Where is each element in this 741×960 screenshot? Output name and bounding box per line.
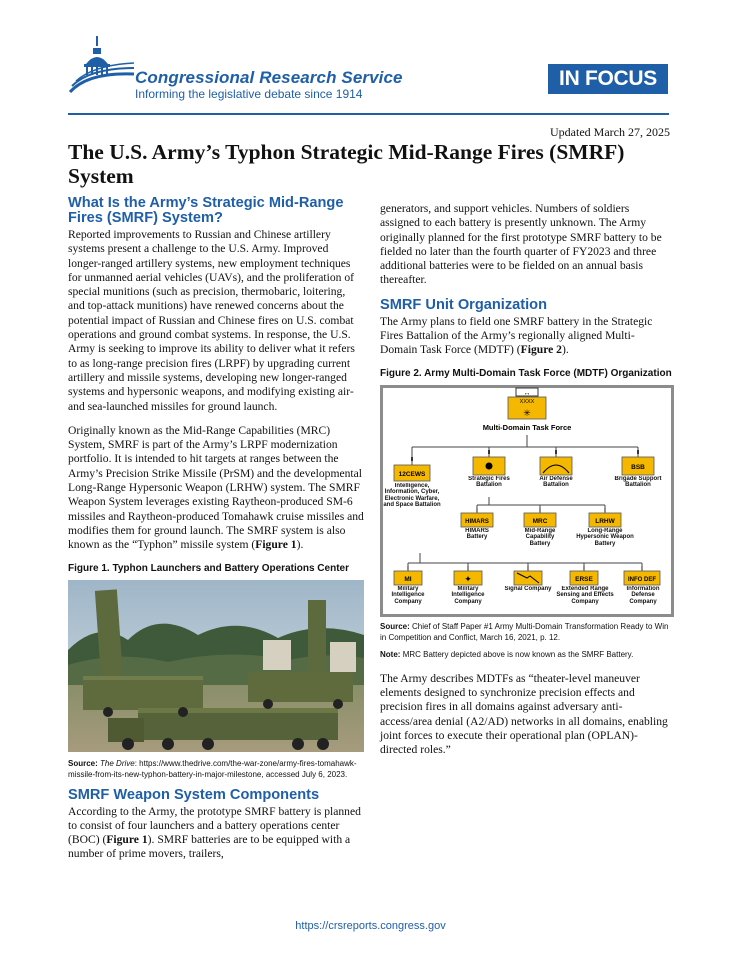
- svg-text:II: II: [636, 449, 640, 456]
- svg-text:I: I: [604, 507, 606, 514]
- svg-text:I: I: [476, 507, 478, 514]
- svg-text:II: II: [487, 449, 491, 456]
- left-column: [68, 196, 364, 872]
- lrhw-label: Long-Range Hypersonic Weapon Battery: [576, 527, 634, 547]
- himars-label: HIMARS Battery: [465, 527, 489, 541]
- figure-1-title: Figure 1. Typhon Launchers and Battery Operations Center: [68, 562, 349, 574]
- organization-name: Congressional Research Service: [135, 68, 403, 87]
- svg-text:I: I: [527, 565, 529, 572]
- erse-code: ERSE: [575, 575, 593, 583]
- cews-label: Intelligence, Information, Cyber, Electronic Warfare, and Space Battalion: [383, 482, 441, 508]
- section-heading-unit-organization: SMRF Unit Organization: [380, 296, 548, 313]
- mdtf-org-chart: [380, 385, 674, 617]
- adb-label: Air Defense Battalion: [539, 475, 573, 489]
- svg-text:II: II: [410, 456, 414, 463]
- himars-code: HIMARS: [465, 518, 489, 525]
- figure-2-note: Note: MRC Battery depicted above is now known as the SMRF Battery.: [380, 649, 634, 659]
- svg-text:I: I: [583, 565, 585, 572]
- section-heading-what-is: What Is the Army’s Strategic Mid-Range Fires (SMRF) System?: [68, 195, 344, 226]
- mrc-code: MRC: [532, 517, 548, 525]
- lrhw-code: LRHW: [595, 517, 615, 525]
- svg-text:↔: ↔: [523, 389, 531, 397]
- mi1-code: MI: [404, 575, 412, 583]
- typhon-launchers-photo: [68, 580, 364, 752]
- section-heading-components: SMRF Weapon System Components: [68, 786, 320, 803]
- header-rule: [68, 113, 669, 115]
- updated-date: Updated March 27, 2025: [550, 125, 670, 139]
- bsb-label: Brigade Support Battalion: [614, 475, 662, 489]
- paragraph: Originally known as the Mid-Range Capabilities (MRC) System, SMRF is part of the Army’s LRPF modernization portfolio. It is intended to hit targets at ranges between the Army’s Precision Strike Missile (PrSM) and the developmental Long-Range Hypersonic Weapon (LRHW) system. The SMRF Weapon System leverages existing Raytheon-produced SM-6 missiles and Raytheon-produced Tomahawk cruise missiles and modifies them for ground launch. The SMRF system is also known as the “Typhon” missile system (Figure 1).: [68, 423, 364, 552]
- signal-label: Signal Company: [504, 585, 552, 592]
- right-column: [380, 202, 672, 767]
- hq-echelon: XXXX: [519, 398, 535, 405]
- hq-label: Multi-Domain Task Force: [482, 422, 572, 432]
- paragraph: Reported improvements to Russian and Chinese artillery systems present a challenge to the U.S. Army. Improved longer-ranged artillery systems, new employment techniques for unmanned aerial vehicles (UAVs), and the proliferation of special munitions (such as precision, thermobaric, loitering, and top-attack munitions) have renewed concerns about the potential impact of Russian and Chinese fires on U.S. combat operations and ground combat systems. In response, the U.S. Army is seeking to improve its ability to deliver what it refers to as long-range precision fires (LRPF) by upgrading current artillery and missile systems, developing new longer-ranged systems and hypersonic weapons, and modifying existing air- and sea-launched missiles for ground launch.: [68, 228, 355, 413]
- figure-reference[interactable]: Figure 1: [106, 833, 148, 847]
- organization-tagline: Informing the legislative debate since 1914: [135, 87, 363, 101]
- info-def-label: Information Defense Company: [626, 585, 660, 605]
- svg-text:✳: ✳: [523, 407, 531, 418]
- svg-text:I: I: [467, 565, 469, 572]
- sfb-label: Strategic Fires Battalion: [468, 475, 510, 489]
- svg-text:I: I: [539, 507, 541, 514]
- crs-capitol-logo: [68, 34, 136, 96]
- in-focus-badge: IN FOCUS: [548, 64, 668, 94]
- figure-reference[interactable]: Figure 2: [520, 343, 562, 357]
- mi2-label: Military Intelligence Company: [451, 585, 485, 605]
- page-title: The U.S. Army’s Typhon Strategic Mid-Range Fires (SMRF) System: [68, 140, 625, 188]
- paragraph: generators, and support vehicles. Numbers of soldiers assigned to each battery is presently unknown. The Army originally planned for the first prototype SMRF battery to be fielded no later than the fourth quarter of FY2023 and three additional batteries were to be fielded on an annual basis thereafter.: [380, 202, 662, 287]
- mi1-label: Military Intelligence Company: [391, 585, 425, 605]
- figure-1-source: Source: The Drive: https://www.thedrive.com/the-war-zone/army-fires-tomahawk-missile-from-its-new-typhon-battery-in-major-milestone, accessed July 6, 2023.: [68, 758, 357, 779]
- svg-text:I: I: [641, 565, 643, 572]
- erse-label: Extended Range Sensing and Effects Company: [556, 585, 614, 605]
- figure-2-title: Figure 2. Army Multi-Domain Task Force (MDTF) Organization: [380, 367, 672, 379]
- bsb-code: BSB: [631, 463, 645, 471]
- paragraph: According to the Army, the prototype SMRF battery is planned to consist of four launchers and a battery operations center (BOC) (Figure 1). SMRF batteries are to be equipped with a number of prime movers, trailers,: [68, 804, 361, 861]
- figure-reference[interactable]: Figure 1: [255, 538, 297, 552]
- svg-text:I: I: [407, 565, 409, 572]
- svg-text:II: II: [554, 449, 558, 456]
- paragraph: The Army describes MDTFs as “theater-level maneuver elements designed to synchronize precision effects and precision fires in all domains against adversary anti-access/area denial (A2/AD) networks in all domains, enabling joint forces to execute their operational plan (OPLAN)-directed roles.”: [380, 671, 668, 757]
- mrc-label: Mid-Range Capability Battery: [524, 527, 556, 547]
- footer-url[interactable]: https://crsreports.congress.gov: [295, 920, 446, 932]
- cews-code: 12CEWS: [398, 470, 426, 478]
- svg-text:✦: ✦: [464, 573, 472, 584]
- paragraph: The Army plans to field one SMRF battery in the Strategic Fires Battalion of the Army’s regionally aligned Multi-Domain Task Force (MDTF) (Figure 2).: [380, 314, 653, 357]
- figure-2-source: Source: Chief of Staff Paper #1 Army Multi-Domain Transformation Ready to Win in Competition and Conflict, March 16, 2021, p. 12.: [380, 621, 669, 642]
- info-def-code: INFO DEF: [628, 576, 656, 583]
